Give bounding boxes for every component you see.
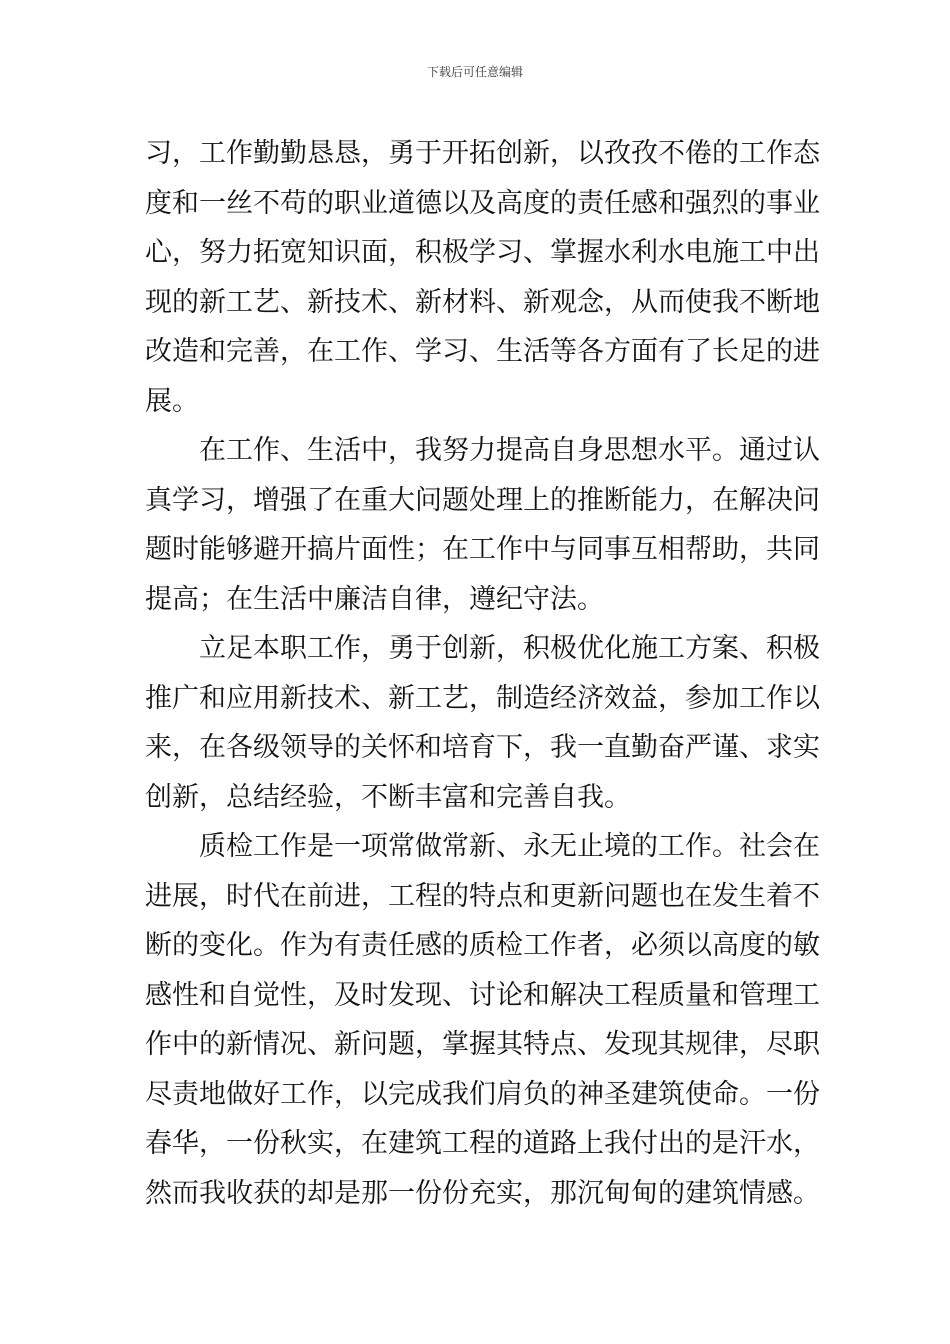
text-line: 来，在各级领导的关怀和培育下，我一直勤奋严谨、求实 (145, 732, 820, 763)
text-line: 现的新工艺、新技术、新材料、新观念，从而使我不断地 (145, 286, 820, 318)
text-line: 感性和自觉性，及时发现、讨论和解决工程质量和管理工 (145, 979, 820, 1011)
text-line: 春华，一份秋实，在建筑工程的道路上我付出的是汗水， (145, 1128, 820, 1159)
text-line: 提高；在生活中廉洁自律，遵纪守法。 (145, 583, 604, 615)
paragraph-first-line: 立足本职工作，勇于创新，积极优化施工方案、积极 (199, 633, 820, 664)
paragraph-first-line: 质检工作是一项常做常新、永无止境的工作。社会在 (199, 831, 820, 862)
text-line: 展。 (145, 385, 199, 417)
text-line: 断的变化。作为有责任感的质检工作者，必须以高度的敏 (145, 930, 820, 961)
page-header: 下载后可任意编辑 (426, 65, 523, 79)
text-line: 改造和完善，在工作、学习、生活等各方面有了长足的进 (145, 336, 820, 367)
paragraph-first-line: 在工作、生活中，我努力提高自身思想水平。通过认 (199, 435, 820, 466)
document-body (145, 129, 820, 1218)
text-line: 然而我收获的却是那一份份充实，那沉甸甸的建筑情感。 (145, 1177, 820, 1209)
text-line: 心，努力拓宽知识面，积极学习、掌握水利水电施工中出 (145, 237, 820, 268)
text-line: 真学习，增强了在重大问题处理上的推断能力，在解决问 (145, 484, 820, 516)
text-line: 作中的新情况、新问题，掌握其特点、发现其规律，尽职 (145, 1029, 820, 1060)
text-line: 题时能够避开搞片面性；在工作中与同事互相帮助，共同 (145, 534, 820, 565)
text-line: 推广和应用新技术、新工艺，制造经济效益，参加工作以 (145, 682, 820, 714)
text-line: 创新，总结经验，不断丰富和完善自我。 (145, 781, 631, 813)
text-line: 度和一丝不苟的职业道德以及高度的责任感和强烈的事业 (145, 187, 820, 219)
text-line: 尽责地做好工作，以完成我们肩负的神圣建筑使命。一份 (145, 1078, 820, 1110)
text-line: 习，工作勤勤恳恳，勇于开拓创新，以孜孜不倦的工作态 (145, 138, 820, 169)
text-line: 进展，时代在前进，工程的特点和更新问题也在发生着不 (145, 880, 820, 912)
